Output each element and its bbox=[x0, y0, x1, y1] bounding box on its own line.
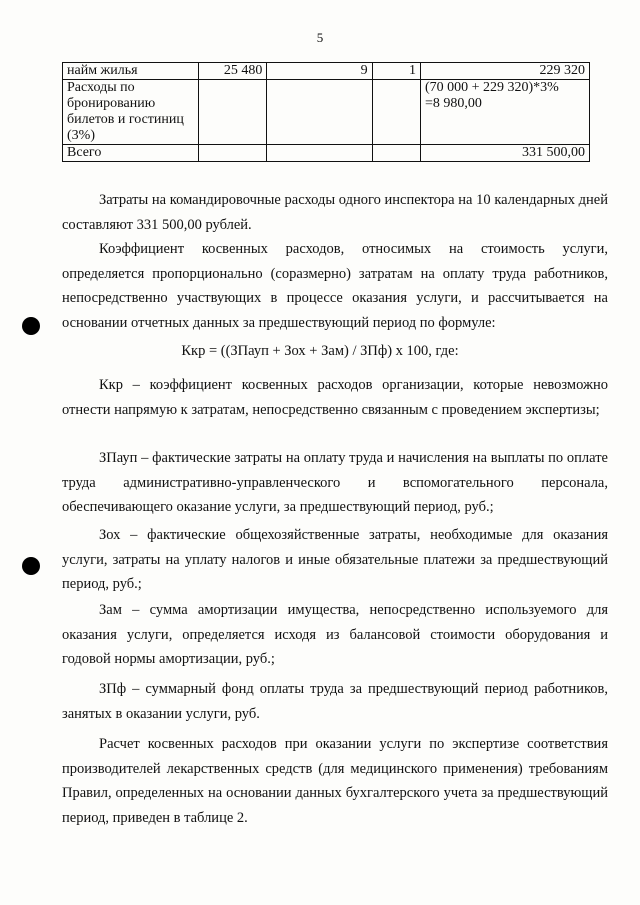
table-cell-price bbox=[199, 80, 267, 145]
paragraph-calculation: Расчет косвенных расходов при оказании услуги по экспертизе соответствия производителей лекарственных средств (для медицинского применения) требованиям Правил, определенных на основании данных бухгалтерского учета за предшествующий период, приведен в таблице 2. bbox=[62, 736, 608, 826]
table-cell-count bbox=[267, 80, 372, 145]
paragraph-zpf: ЗПф – суммарный фонд оплаты труда за предшествующий период работников, занятых в оказании услуги, руб. bbox=[62, 681, 608, 722]
table-cell-n: 1 bbox=[372, 63, 420, 80]
binder-hole-bottom bbox=[22, 557, 40, 575]
paragraph-kkr: Ккр – коэффициент косвенных расходов организации, которые невозможно отнести напрямую к затратам, непосредственно связанным с проведением экспертизы; bbox=[62, 377, 608, 418]
paragraph-zam: Зам – сумма амортизации имущества, непосредственно используемого для оказания услуги, определяется исходя из балансовой стоимости оборудования и годовой нормы амортизации, руб.; bbox=[62, 602, 608, 667]
table-cell-count bbox=[267, 145, 372, 162]
binder-hole-top bbox=[22, 317, 40, 335]
paragraph-coefficient-definition: Коэффициент косвенных расходов, относимых на стоимость услуги, определяется пропорционально (соразмерно) затратам на оплату труда работников, непосредственно участвующих в процессе оказания услуги, и рассчитывается на основании отчетных данных за предшествующий период по формуле: bbox=[62, 241, 608, 331]
costs-table bbox=[62, 62, 590, 162]
table-cell-total: 331 500,00 bbox=[420, 145, 589, 162]
paragraph-zpaup: ЗПауп – фактические затраты на оплату труда и начисления на выплаты по оплате труда административно-управленческого и вспомогательного персонала, обеспечивающего оказание услуги, за предшествующий период, руб.; bbox=[62, 450, 608, 515]
table-cell-label: Всего bbox=[63, 145, 199, 162]
table-cell-n bbox=[372, 145, 420, 162]
page-number: 5 bbox=[316, 30, 324, 45]
table-row bbox=[63, 80, 590, 145]
table-row bbox=[63, 145, 590, 162]
formula: Ккр = ((ЗПауп + Зох + Зам) / ЗПф) х 100, где: bbox=[181, 343, 459, 359]
table-row bbox=[63, 63, 590, 80]
paragraph-travel-costs: Затраты на командировочные расходы одного инспектора на 10 календарных дней составляют 331 500,00 рублей. bbox=[62, 192, 608, 233]
table-cell-n bbox=[372, 80, 420, 145]
table-cell-count: 9 bbox=[267, 63, 372, 80]
table-cell-price bbox=[199, 145, 267, 162]
table-cell-price: 25 480 bbox=[199, 63, 267, 80]
table-cell-label: Расходы по бронированию билетов и гостиниц (3%) bbox=[63, 80, 199, 145]
table-cell-total: 229 320 bbox=[420, 63, 589, 80]
table-cell-label: найм жилья bbox=[63, 63, 199, 80]
table-cell-total: (70 000 + 229 320)*3% =8 980,00 bbox=[420, 80, 589, 145]
paragraph-zoh: Зох – фактические общехозяйственные затраты, необходимые для оказания услуги, затраты на уплату налогов и иные обязательные платежи за предшествующий период, руб.; bbox=[62, 527, 608, 592]
